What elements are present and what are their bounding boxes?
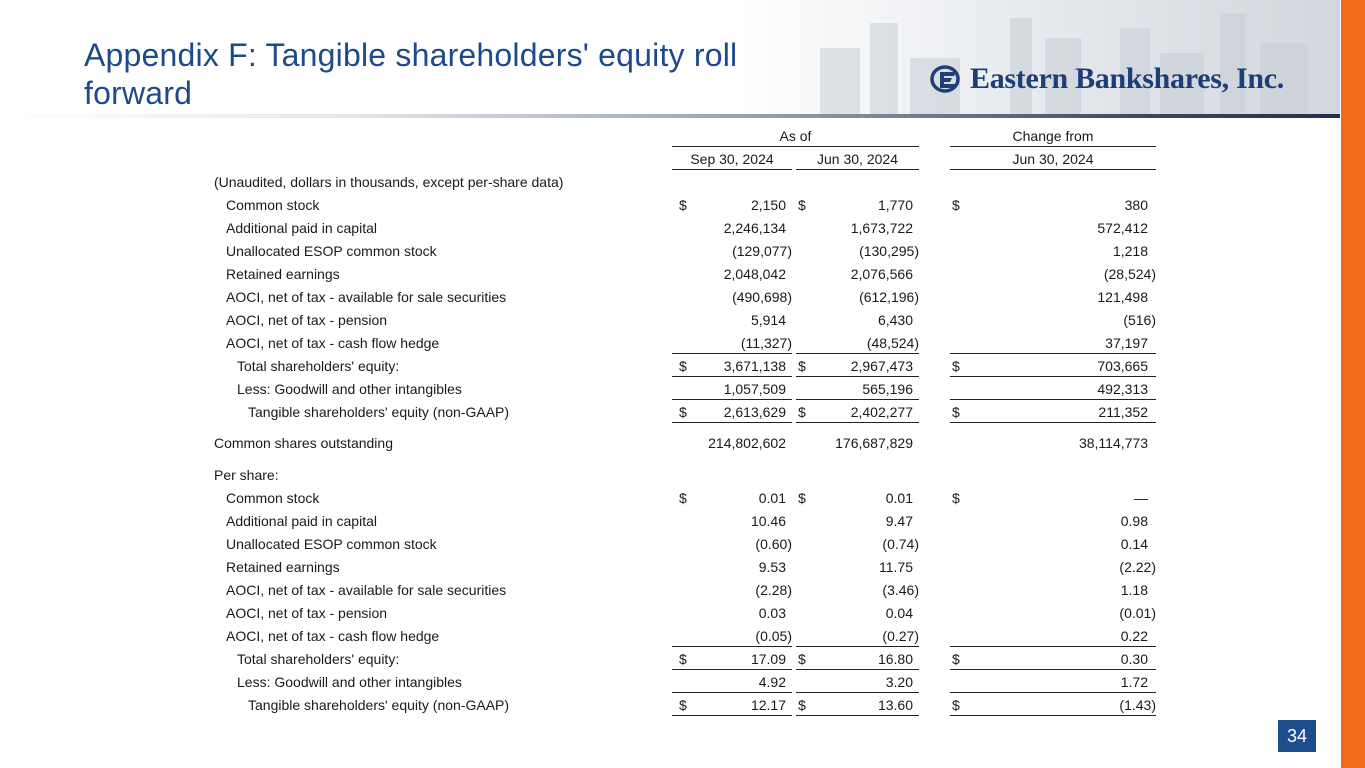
table-note: (Unaudited, dollars in thousands, except per-share data) bbox=[214, 174, 564, 190]
value-cell-change: (0.01) bbox=[1119, 605, 1156, 621]
dollar-sign: $ bbox=[679, 490, 687, 506]
cell-underline bbox=[672, 646, 792, 647]
value-cell-jun-2024: (130,295) bbox=[859, 243, 919, 259]
value-cell-change: 1.18 bbox=[1120, 582, 1148, 598]
row-label: Tangible shareholders' equity (non-GAAP) bbox=[248, 697, 510, 713]
value-cell-sep-2024: 9.53 bbox=[758, 559, 786, 575]
value-cell-change: 572,412 bbox=[1097, 220, 1148, 236]
cell-underline bbox=[672, 715, 792, 716]
value-cell-change: 0.30 bbox=[1120, 651, 1148, 667]
column-header-sep-2024: Sep 30, 2024 bbox=[690, 151, 774, 167]
dollar-sign: $ bbox=[798, 197, 806, 213]
column-header-underline-1 bbox=[672, 169, 792, 170]
dollar-sign: $ bbox=[952, 651, 960, 667]
column-header-underline-3 bbox=[950, 169, 1156, 170]
value-cell-jun-2024: 16.80 bbox=[877, 651, 913, 667]
value-cell-jun-2024: 0.01 bbox=[885, 490, 913, 506]
value-cell-change: 37,197 bbox=[1105, 335, 1148, 351]
value-cell-sep-2024: 1,057,509 bbox=[723, 381, 786, 397]
cell-underline bbox=[950, 353, 1156, 354]
row-label: Less: Goodwill and other intangibles bbox=[237, 674, 462, 690]
dollar-sign: $ bbox=[798, 490, 806, 506]
value-cell-jun-2024: 3.20 bbox=[885, 674, 913, 690]
row-label: Additional paid in capital bbox=[226, 220, 377, 236]
as-of-underline bbox=[672, 146, 919, 147]
value-cell-change: 121,498 bbox=[1097, 289, 1148, 305]
row-label: Common shares outstanding bbox=[214, 435, 393, 451]
value-cell-jun-2024: 11.75 bbox=[879, 559, 913, 575]
value-cell-jun-2024: 9.47 bbox=[885, 513, 913, 529]
dollar-sign: $ bbox=[952, 697, 960, 713]
cell-underline bbox=[672, 376, 792, 377]
column-header-jun-2024: Jun 30, 2024 bbox=[817, 151, 898, 167]
value-cell-change: 1,218 bbox=[1112, 243, 1148, 259]
value-cell-jun-2024: 176,687,829 bbox=[835, 435, 913, 451]
row-label: AOCI, net of tax - available for sale securities bbox=[226, 582, 507, 598]
cell-underline bbox=[796, 399, 919, 400]
row-label: Additional paid in capital bbox=[226, 513, 377, 529]
cell-underline bbox=[950, 692, 1156, 693]
value-cell-sep-2024: 214,802,602 bbox=[708, 435, 786, 451]
row-label: Less: Goodwill and other intangibles bbox=[237, 381, 462, 397]
logo-wordmark: Eastern Bankshares, Inc. bbox=[970, 62, 1284, 95]
dollar-sign: $ bbox=[952, 358, 960, 374]
cell-underline bbox=[950, 715, 1156, 716]
cell-underline bbox=[796, 376, 919, 377]
value-cell-jun-2024: 1,770 bbox=[877, 197, 913, 213]
row-label: AOCI, net of tax - available for sale securities bbox=[226, 289, 507, 305]
value-cell-jun-2024: (0.74) bbox=[882, 536, 919, 552]
value-cell-sep-2024: 3,671,138 bbox=[723, 358, 786, 374]
value-cell-jun-2024: (3.46) bbox=[882, 582, 919, 598]
dollar-sign: $ bbox=[952, 197, 960, 213]
value-cell-sep-2024: 17.09 bbox=[750, 651, 786, 667]
value-cell-sep-2024: 12.17 bbox=[750, 697, 786, 713]
dollar-sign: $ bbox=[679, 697, 687, 713]
value-cell-change: 380 bbox=[1124, 197, 1148, 213]
row-label: AOCI, net of tax - pension bbox=[226, 312, 388, 328]
dollar-sign: $ bbox=[952, 490, 960, 506]
row-label: Common stock bbox=[226, 490, 320, 506]
value-cell-sep-2024: 4.92 bbox=[758, 674, 786, 690]
section-label: Per share: bbox=[214, 467, 279, 483]
value-cell-sep-2024: (0.05) bbox=[755, 628, 792, 644]
cell-underline bbox=[672, 353, 792, 354]
value-cell-change: (1.43) bbox=[1119, 697, 1156, 713]
dollar-sign: $ bbox=[798, 404, 806, 420]
cell-underline bbox=[950, 376, 1156, 377]
dollar-sign: $ bbox=[679, 358, 687, 374]
value-cell-jun-2024: (48,524) bbox=[866, 335, 919, 351]
value-cell-jun-2024: 565,196 bbox=[862, 381, 913, 397]
cell-underline bbox=[950, 422, 1156, 423]
value-cell-change: 0.98 bbox=[1120, 513, 1148, 529]
row-label: AOCI, net of tax - pension bbox=[226, 605, 388, 621]
row-label: Common stock bbox=[226, 197, 320, 213]
dollar-sign: $ bbox=[679, 197, 687, 213]
value-cell-change: (28,524) bbox=[1103, 266, 1156, 282]
column-header-underline-2 bbox=[796, 169, 919, 170]
cell-underline bbox=[672, 669, 792, 670]
cell-underline bbox=[796, 692, 919, 693]
value-cell-change: (516) bbox=[1123, 312, 1156, 328]
dollar-sign: $ bbox=[679, 651, 687, 667]
value-cell-jun-2024: 1,673,722 bbox=[850, 220, 913, 236]
dollar-sign: $ bbox=[679, 404, 687, 420]
value-cell-change: 0.14 bbox=[1120, 536, 1148, 552]
dollar-sign: $ bbox=[952, 404, 960, 420]
value-cell-sep-2024: (129,077) bbox=[732, 243, 792, 259]
cell-underline bbox=[950, 669, 1156, 670]
value-cell-change: 0.22 bbox=[1120, 628, 1148, 644]
page-number: 34 bbox=[1278, 720, 1316, 752]
change-from-underline bbox=[950, 146, 1156, 147]
row-label: Retained earnings bbox=[226, 559, 340, 575]
value-cell-change: 1.72 bbox=[1120, 674, 1148, 690]
value-cell-jun-2024: 13.60 bbox=[877, 697, 913, 713]
slide-title: Appendix F: Tangible shareholders' equity roll forward bbox=[84, 37, 738, 111]
value-cell-sep-2024: (0.60) bbox=[755, 536, 792, 552]
value-cell-sep-2024: 0.03 bbox=[758, 605, 786, 621]
cell-underline bbox=[796, 422, 919, 423]
cell-underline bbox=[672, 399, 792, 400]
dollar-sign: $ bbox=[798, 358, 806, 374]
value-cell-sep-2024: 2,150 bbox=[750, 197, 786, 213]
row-label: AOCI, net of tax - cash flow hedge bbox=[226, 335, 440, 351]
value-cell-change: 703,665 bbox=[1097, 358, 1148, 374]
value-cell-sep-2024: 2,613,629 bbox=[723, 404, 786, 420]
cell-underline bbox=[796, 646, 919, 647]
row-label: Total shareholders' equity: bbox=[237, 651, 400, 667]
row-label: Total shareholders' equity: bbox=[237, 358, 400, 374]
group-header-change-from: Change from bbox=[1012, 128, 1094, 144]
cell-underline bbox=[672, 692, 792, 693]
value-cell-jun-2024: 2,402,277 bbox=[850, 404, 913, 420]
cell-underline bbox=[796, 715, 919, 716]
row-label: Retained earnings bbox=[226, 266, 340, 282]
cell-underline bbox=[672, 422, 792, 423]
value-cell-jun-2024: (612,196) bbox=[859, 289, 919, 305]
value-cell-sep-2024: 10.46 bbox=[750, 513, 786, 529]
value-cell-sep-2024: 2,048,042 bbox=[723, 266, 786, 282]
value-cell-sep-2024: 5,914 bbox=[750, 312, 786, 328]
group-header-as-of: As of bbox=[779, 128, 812, 144]
cell-underline bbox=[796, 669, 919, 670]
cell-underline bbox=[950, 646, 1156, 647]
row-label: Tangible shareholders' equity (non-GAAP) bbox=[248, 404, 510, 420]
value-cell-change: 38,114,773 bbox=[1078, 435, 1148, 451]
row-label: Unallocated ESOP common stock bbox=[226, 243, 437, 259]
value-cell-change: 492,313 bbox=[1097, 381, 1148, 397]
column-header-change-jun-2024: Jun 30, 2024 bbox=[1012, 151, 1094, 167]
value-cell-sep-2024: (490,698) bbox=[732, 289, 792, 305]
value-cell-change: 211,352 bbox=[1098, 404, 1148, 420]
value-cell-sep-2024: 2,246,134 bbox=[723, 220, 786, 236]
value-cell-jun-2024: 0.04 bbox=[885, 605, 913, 621]
value-cell-sep-2024: (2.28) bbox=[755, 582, 792, 598]
value-cell-jun-2024: 2,967,473 bbox=[850, 358, 913, 374]
value-cell-sep-2024: 0.01 bbox=[758, 490, 786, 506]
value-cell-change: — bbox=[1134, 490, 1148, 506]
value-cell-jun-2024: 6,430 bbox=[877, 312, 913, 328]
row-label: AOCI, net of tax - cash flow hedge bbox=[226, 628, 440, 644]
value-cell-sep-2024: (11,327) bbox=[740, 335, 792, 351]
row-label: Unallocated ESOP common stock bbox=[226, 536, 437, 552]
dollar-sign: $ bbox=[798, 697, 806, 713]
value-cell-jun-2024: (0.27) bbox=[882, 628, 919, 644]
cell-underline bbox=[796, 353, 919, 354]
cell-underline bbox=[950, 399, 1156, 400]
value-cell-change: (2.22) bbox=[1119, 559, 1156, 575]
dollar-sign: $ bbox=[798, 651, 806, 667]
value-cell-jun-2024: 2,076,566 bbox=[850, 266, 913, 282]
